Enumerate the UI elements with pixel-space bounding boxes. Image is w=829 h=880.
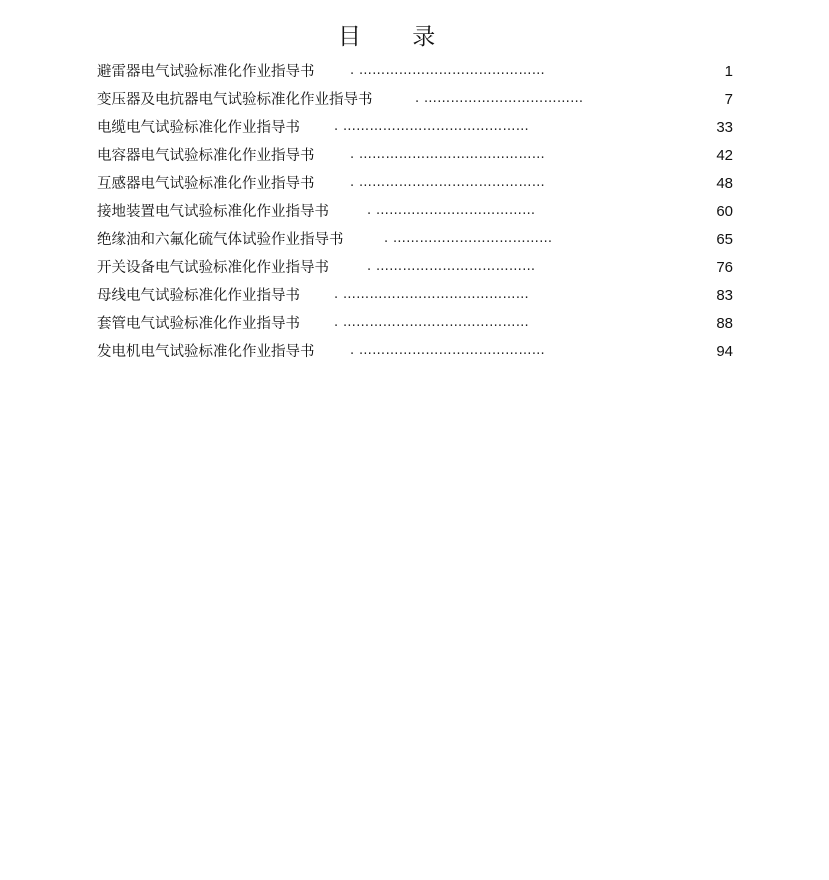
toc-entry-page-number: 65	[716, 231, 733, 248]
toc-entry-label: 绝缘油和六氟化硫气体试验作业指导书	[97, 232, 344, 248]
toc-entry-label: 互感器电气试验标准化作业指导书	[97, 176, 315, 192]
toc-entry-leader: . ………………………………	[384, 231, 553, 246]
toc-entry-leader: . ……………………………………	[334, 287, 530, 302]
toc-entry-leader: . ………………………………	[415, 91, 584, 106]
toc-entry-leader: . ……………………………………	[350, 63, 546, 78]
toc-entry-label: 接地装置电气试验标准化作业指导书	[97, 204, 329, 220]
toc-entry-page-number: 83	[716, 287, 733, 304]
toc-entry-leader: . ………………………………	[367, 203, 536, 218]
toc-entry[interactable]	[97, 58, 733, 86]
toc-entry-label: 变压器及电抗器电气试验标准化作业指导书	[97, 92, 373, 108]
toc-list	[97, 58, 733, 366]
toc-entry-label: 开关设备电气试验标准化作业指导书	[97, 260, 329, 276]
toc-entry-leader: . ……………………………………	[350, 147, 546, 162]
toc-entry-page-number: 94	[716, 343, 733, 360]
toc-entry-label: 套管电气试验标准化作业指导书	[97, 316, 300, 332]
toc-entry-page-number: 60	[716, 203, 733, 220]
toc-entry-label: 电容器电气试验标准化作业指导书	[97, 148, 315, 164]
toc-entry-leader: . ……………………………………	[350, 343, 546, 358]
toc-entry[interactable]	[97, 86, 733, 114]
toc-entry-page-number: 1	[724, 63, 733, 80]
toc-entry[interactable]	[97, 170, 733, 198]
toc-entry-page-number: 48	[716, 175, 733, 192]
toc-entry-page-number: 42	[716, 147, 733, 164]
toc-entry-page-number: 7	[724, 91, 733, 108]
toc-entry-label: 避雷器电气试验标准化作业指导书	[97, 64, 315, 80]
toc-entry-label: 母线电气试验标准化作业指导书	[97, 288, 300, 304]
toc-entry-page-number: 88	[716, 315, 733, 332]
toc-entry[interactable]	[97, 254, 733, 282]
toc-entry[interactable]	[97, 338, 733, 366]
toc-entry[interactable]	[97, 114, 733, 142]
toc-entry[interactable]	[97, 310, 733, 338]
toc-entry-label: 电缆电气试验标准化作业指导书	[97, 120, 300, 136]
toc-entry[interactable]	[97, 142, 733, 170]
toc-entry[interactable]	[97, 282, 733, 310]
toc-entry-leader: . ………………………………	[367, 259, 536, 274]
toc-title: 目 录	[338, 24, 458, 50]
toc-entry-page-number: 76	[716, 259, 733, 276]
toc-entry-label: 发电机电气试验标准化作业指导书	[97, 344, 315, 360]
toc-entry-page-number: 33	[716, 119, 733, 136]
toc-entry[interactable]	[97, 226, 733, 254]
toc-entry-leader: . ……………………………………	[334, 315, 530, 330]
toc-entry[interactable]	[97, 198, 733, 226]
toc-entry-leader: . ……………………………………	[334, 119, 530, 134]
toc-entry-leader: . ……………………………………	[350, 175, 546, 190]
